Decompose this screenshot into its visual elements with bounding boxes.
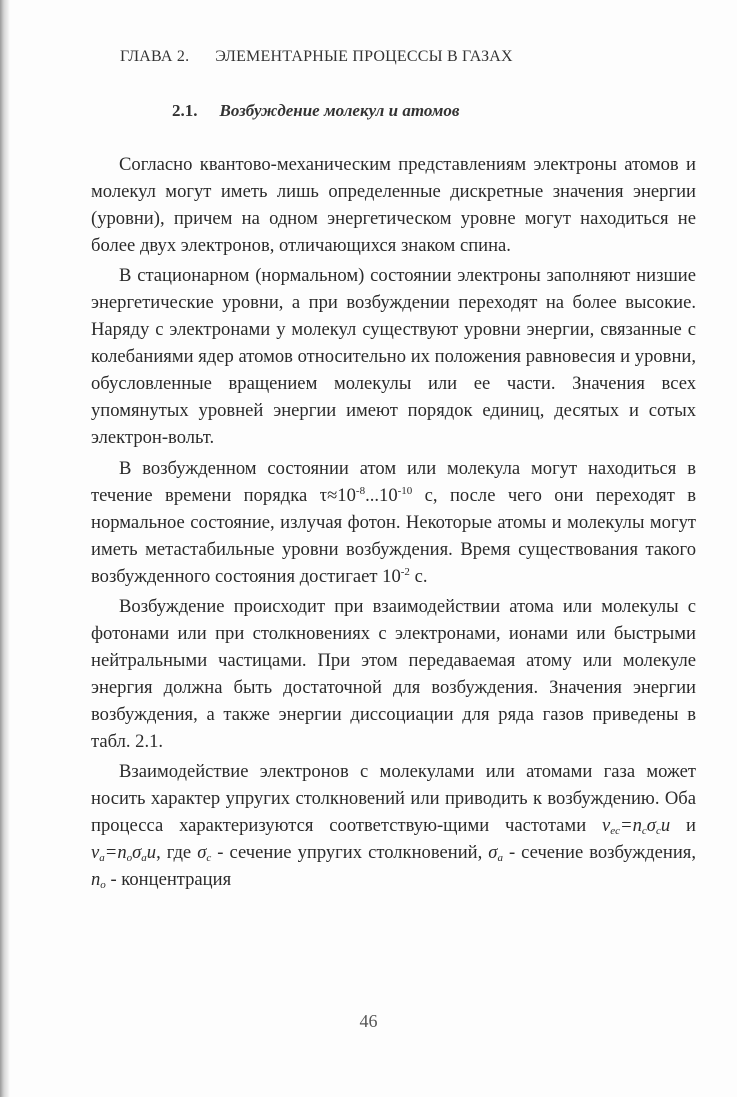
p5-text-d: - сечение возбуждения,: [502, 842, 696, 864]
chapter-number: ГЛАВА 2.: [120, 48, 190, 65]
formula-nu-ec: [602, 815, 670, 836]
paragraph-5: [91, 758, 696, 893]
p3-exponent-2: -10: [397, 484, 413, 497]
nu-symbol-2: ν: [91, 842, 100, 864]
page-binding-edge: [0, 0, 10, 1097]
body-text: [91, 151, 696, 896]
n-subscript: c: [641, 825, 647, 838]
p3-exponent-1: -8: [355, 484, 366, 497]
p3-exponent-3: -2: [400, 565, 410, 578]
nu-subscript-2: a: [99, 852, 105, 865]
sigma-subscript-3: c: [206, 852, 212, 865]
p5-text-a: Взаимодействие электронов с молекулами или атомами газа может носить характер упругих столкновений или приводить к возбуждению. Оба процесса характеризуются соответствую-щими частотами: [91, 761, 696, 837]
formula-nu-a: [91, 842, 156, 863]
section-number: 2.1.: [172, 101, 198, 120]
and-text: и: [670, 815, 696, 837]
p5-text-b: , где: [156, 842, 198, 864]
n-subscript-2: o: [126, 852, 133, 865]
sigma-c-term: [197, 842, 211, 863]
section-heading: [172, 101, 459, 121]
p3-text-b: ...10: [365, 484, 398, 506]
page-number: 46: [359, 1011, 378, 1031]
chapter-heading: [120, 48, 513, 66]
u-symbol-2: u: [146, 842, 157, 864]
nu-subscript: ec: [610, 825, 621, 838]
sigma-a-term: [488, 842, 503, 863]
nu-symbol: ν: [602, 815, 611, 837]
p3-text-a: В возбужденном состоянии атом или молекула могут находиться в течение времени порядка τ≈10: [91, 457, 696, 506]
sigma-subscript-2: a: [141, 852, 147, 865]
paragraph-2: В стационарном (нормальном) состоянии электроны заполняют низшие энергетические уровни, а при возбуждении переходят на более высокие. Наряду с электронами у молекул существуют уровни энергии, связанные с колебаниями ядер атомов относительно их положения равновесия и уровни, обусловленные вращением молекулы или ее части. Значения всех упомянутых уровней энергии имеют порядок единиц, десятых и сотых электрон-вольт.: [91, 265, 696, 449]
sigma-symbol-3: σ: [197, 842, 207, 864]
n-o-term: [91, 869, 106, 890]
eq-n: =n: [620, 815, 642, 837]
sigma-subscript-4: a: [497, 852, 503, 865]
section-title: Возбуждение молекул и атомов: [219, 101, 460, 120]
sigma-symbol-2: σ: [132, 842, 142, 864]
paragraph-3: [91, 455, 696, 590]
eq-n-2: =n: [104, 842, 127, 864]
sigma-symbol-4: σ: [488, 842, 498, 864]
p3-text-c: с, после чего они переходят в нормальное состояние, излучая фотон. Некоторые атомы и молекулы могут иметь метастабильные уровни возбуждения. Время существования такого возбужденного состояния достигает 10: [91, 484, 697, 587]
n-o-subscript: o: [100, 879, 106, 892]
sigma-symbol: σ: [646, 815, 656, 837]
sigma-subscript: c: [655, 825, 661, 838]
chapter-title: ЭЛЕМЕНТАРНЫЕ ПРОЦЕССЫ В ГАЗАХ: [215, 48, 513, 65]
paragraph-1: Согласно квантово-механическим представлениям электроны атомов и молекул могут иметь лишь определенные дискретные значения энергии (уровни), причем на одном энергетическом уровне могут находиться не более двух электронов, отличающихся знаком спина.: [91, 154, 696, 257]
p3-text-d: с.: [409, 565, 428, 587]
n-symbol: n: [91, 869, 101, 891]
u-symbol: u: [660, 815, 671, 837]
paragraph-4: Возбуждение происходит при взаимодействии атома или молекулы с фотонами или при столкновениях с электронами, ионами или быстрыми нейтральными частицами. При этом передаваемая атому или молекуле энергия должна быть достаточной для возбуждения. Значения энергии возбуждения, а также энергии диссоциации для ряда газов приведены в табл. 2.1.: [91, 595, 696, 752]
p5-text-c: - сечение упругих столкновений,: [211, 842, 489, 864]
p5-text-e: - концентрация: [105, 869, 232, 891]
